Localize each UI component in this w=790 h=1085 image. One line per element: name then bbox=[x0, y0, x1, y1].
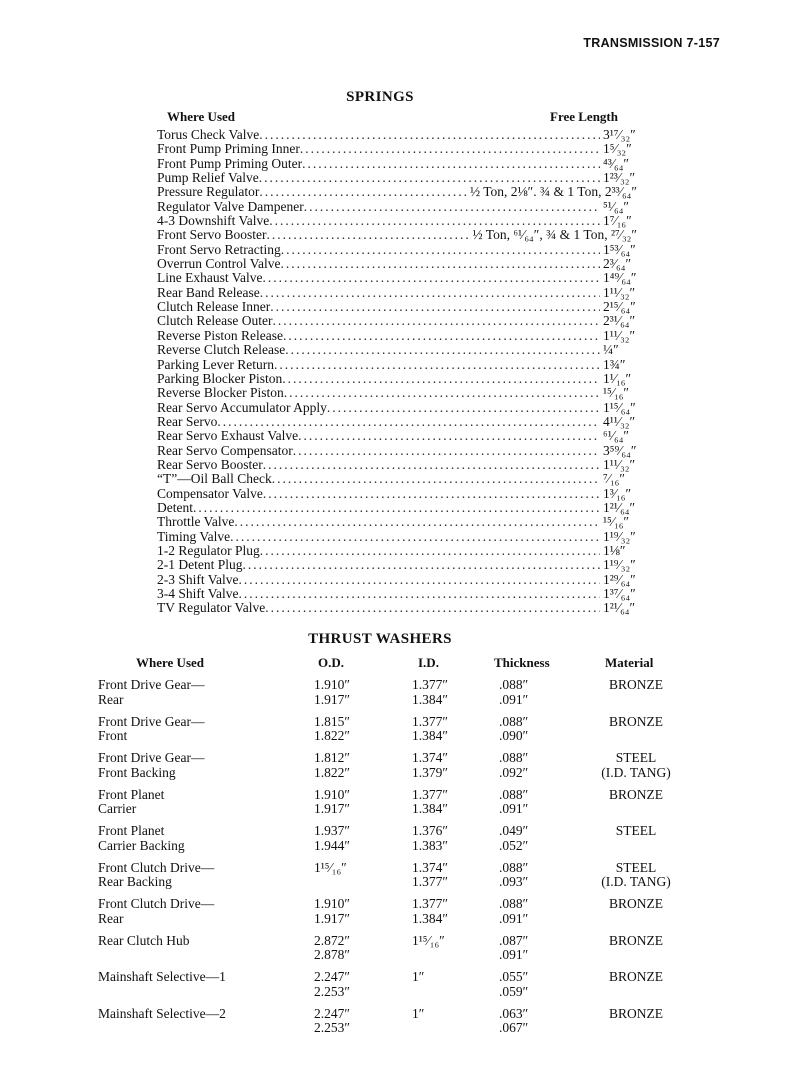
washer-thickness: .063″ .067″ bbox=[499, 1005, 529, 1035]
spring-row bbox=[157, 257, 637, 271]
table-row bbox=[98, 788, 698, 825]
washer-od: 2.247″ 2.253″ bbox=[314, 1005, 350, 1035]
springs-col-free-length: Free Length bbox=[550, 109, 618, 124]
spring-row bbox=[157, 444, 637, 458]
spring-free-length: 1⁴⁹⁄₆₄″ bbox=[603, 270, 637, 286]
spring-name: 4-3 Downshift Valve bbox=[157, 213, 270, 229]
leader-dots bbox=[285, 343, 600, 357]
table-row bbox=[98, 861, 698, 898]
washer-material: BRONZE bbox=[609, 677, 663, 692]
spring-name: Torus Check Valve bbox=[157, 127, 260, 142]
spring-free-length: 1²³⁄₃₂″ bbox=[603, 170, 636, 186]
leader-dots bbox=[243, 558, 601, 572]
spring-free-length: 3¹⁷⁄₃₂″ bbox=[603, 127, 636, 142]
spring-name: 2-3 Shift Valve bbox=[157, 571, 239, 587]
spring-row bbox=[157, 157, 637, 171]
spring-row bbox=[157, 472, 637, 486]
washer-where-used: Mainshaft Selective—1 bbox=[98, 969, 226, 984]
spring-free-length: 2¹⁵⁄₆₄″ bbox=[603, 299, 636, 315]
spring-free-length: 1¹⁄₁₆″ bbox=[603, 370, 632, 386]
leader-dots bbox=[267, 228, 470, 242]
spring-name: Front Pump Priming Inner bbox=[157, 141, 300, 157]
spring-row bbox=[157, 358, 637, 372]
washer-id: 1.374″ 1.379″ bbox=[412, 750, 448, 780]
washer-thickness: .055″ .059″ bbox=[499, 969, 529, 999]
spring-name: “T”—Oil Ball Check bbox=[157, 471, 272, 487]
springs-list bbox=[157, 128, 637, 616]
spring-free-length: 1¹¹⁄₃₂″ bbox=[603, 284, 636, 300]
leader-dots bbox=[327, 401, 600, 415]
washer-id: 1″ bbox=[412, 1005, 425, 1021]
leader-dots bbox=[304, 200, 600, 214]
spring-free-length: 4¹¹⁄₃₂″ bbox=[603, 413, 636, 429]
leader-dots bbox=[234, 515, 600, 529]
washer-od: 1.910″ 1.917″ bbox=[314, 677, 350, 707]
washer-material: BRONZE bbox=[609, 932, 663, 948]
spring-name: Parking Lever Return bbox=[157, 356, 274, 372]
table-row bbox=[98, 751, 698, 788]
leader-dots bbox=[259, 128, 600, 142]
leader-dots bbox=[260, 544, 600, 558]
washer-thickness: .049″ .052″ bbox=[499, 823, 529, 853]
washer-id: 1¹⁵⁄₁₆″ bbox=[412, 932, 445, 948]
table-row bbox=[98, 970, 698, 1007]
spring-name: Clutch Release Outer bbox=[157, 313, 273, 329]
washer-od: 1.910″ 1.917″ bbox=[314, 786, 350, 816]
spring-row bbox=[157, 343, 637, 357]
leader-dots bbox=[269, 214, 600, 228]
leader-dots bbox=[300, 142, 600, 156]
leader-dots bbox=[260, 286, 600, 300]
washer-where-used: Front Drive Gear— Front bbox=[98, 713, 205, 743]
leader-dots bbox=[282, 372, 600, 386]
spring-row bbox=[157, 286, 637, 300]
springs-title: SPRINGS bbox=[346, 89, 414, 105]
spring-row bbox=[157, 228, 637, 242]
washer-thickness: .088″ .090″ bbox=[499, 713, 529, 743]
spring-row bbox=[157, 171, 637, 185]
spring-name: Front Servo Booster bbox=[157, 227, 267, 243]
spring-name: 2-1 Detent Plug bbox=[157, 557, 243, 573]
washer-od: 1.937″ 1.944″ bbox=[314, 823, 350, 853]
spring-free-length: 1⁵⁄₃₂″ bbox=[603, 141, 632, 157]
leader-dots bbox=[284, 386, 600, 400]
washer-where-used: Front Planet Carrier bbox=[98, 786, 165, 816]
washer-thickness: .088″ .093″ bbox=[499, 859, 529, 889]
spring-name: Rear Servo Booster bbox=[157, 456, 263, 472]
thrust-washers-table bbox=[98, 678, 698, 1043]
spring-row bbox=[157, 601, 637, 615]
washer-where-used: Front Drive Gear— Front Backing bbox=[98, 750, 205, 780]
washers-col-id: I.D. bbox=[418, 655, 439, 670]
spring-row bbox=[157, 487, 637, 501]
spring-free-length: 1¹⁹⁄₃₂″ bbox=[603, 528, 636, 544]
spring-row bbox=[157, 185, 637, 199]
spring-free-length: 1²⁹⁄₆₄″ bbox=[603, 571, 636, 587]
spring-name: Throttle Valve bbox=[157, 514, 235, 530]
table-row bbox=[98, 678, 698, 715]
spring-free-length: 1¹⁹⁄₃₂″ bbox=[603, 557, 636, 573]
spring-free-length: 1¹¹⁄₃₂″ bbox=[603, 456, 636, 472]
spring-name: Rear Servo Compensator bbox=[157, 442, 293, 458]
spring-row bbox=[157, 415, 637, 429]
washer-where-used: Front Planet Carrier Backing bbox=[98, 823, 185, 853]
leader-dots bbox=[239, 587, 601, 601]
spring-name: Parking Blocker Piston bbox=[157, 370, 283, 386]
spring-name: Pump Relief Valve bbox=[157, 170, 259, 186]
washer-od: 2.247″ 2.253″ bbox=[314, 969, 350, 999]
leader-dots bbox=[270, 300, 600, 314]
leader-dots bbox=[283, 329, 600, 343]
spring-row bbox=[157, 314, 637, 328]
washer-od: 1.910″ 1.917″ bbox=[314, 896, 350, 926]
spring-name: Front Pump Priming Outer bbox=[157, 155, 303, 171]
washer-thickness: .088″ .091″ bbox=[499, 677, 529, 707]
spring-name: TV Regulator Valve bbox=[157, 600, 266, 616]
spring-row bbox=[157, 573, 637, 587]
leader-dots bbox=[259, 185, 467, 199]
washer-where-used: Front Clutch Drive— Rear bbox=[98, 896, 215, 926]
leader-dots bbox=[272, 472, 600, 486]
spring-free-length: 1³⁄₁₆″ bbox=[603, 485, 632, 501]
spring-name: Clutch Release Inner bbox=[157, 299, 271, 315]
spring-free-length: ¹⁵⁄₁₆″ bbox=[603, 385, 630, 401]
washer-material: BRONZE bbox=[609, 786, 663, 802]
spring-free-length: 1³⁷⁄₆₄″ bbox=[603, 586, 636, 601]
spring-name: Pressure Regulator bbox=[157, 184, 260, 200]
spring-name: Overrun Control Valve bbox=[157, 256, 281, 272]
spring-free-length: 1¹¹⁄₃₂″ bbox=[603, 327, 636, 343]
spring-row bbox=[157, 530, 637, 544]
spring-row bbox=[157, 271, 637, 285]
washers-col-material: Material bbox=[605, 655, 654, 670]
leader-dots bbox=[239, 573, 601, 587]
spring-row bbox=[157, 515, 637, 529]
spring-row bbox=[157, 243, 637, 257]
washer-id: 1.377″ 1.384″ bbox=[412, 896, 448, 926]
spring-free-length: 1¾″ bbox=[603, 356, 626, 372]
leader-dots bbox=[263, 487, 600, 501]
spring-row bbox=[157, 458, 637, 472]
washer-id: 1.377″ 1.384″ bbox=[412, 677, 448, 707]
leader-dots bbox=[259, 171, 600, 185]
washer-where-used: Rear Clutch Hub bbox=[98, 932, 190, 948]
spring-free-length: 1⁷⁄₁₆″ bbox=[603, 213, 632, 229]
washer-where-used: Front Drive Gear— Rear bbox=[98, 677, 205, 707]
table-row bbox=[98, 715, 698, 752]
spring-free-length: 1²¹⁄₆₄″ bbox=[603, 600, 636, 616]
spring-free-length: 1²¹⁄₆₄″ bbox=[603, 499, 636, 515]
washer-id: 1.377″ 1.384″ bbox=[412, 713, 448, 743]
leader-dots bbox=[217, 415, 600, 429]
washers-col-od: O.D. bbox=[318, 655, 344, 670]
washer-thickness: .088″ .091″ bbox=[499, 896, 529, 926]
spring-name: Rear Band Release bbox=[157, 284, 260, 300]
washer-thickness: .088″ .092″ bbox=[499, 750, 529, 780]
spring-name: 3-4 Shift Valve bbox=[157, 586, 239, 601]
spring-row bbox=[157, 587, 637, 601]
spring-free-length: ¹⁵⁄₁₆″ bbox=[603, 514, 630, 530]
washer-material: BRONZE bbox=[609, 1005, 663, 1021]
washer-thickness: .088″ .091″ bbox=[499, 786, 529, 816]
spring-name: Detent bbox=[157, 499, 193, 515]
washer-material: BRONZE bbox=[609, 896, 663, 911]
washer-od: 1¹⁵⁄₁₆″ bbox=[314, 859, 347, 875]
leader-dots bbox=[262, 271, 600, 285]
spring-free-length: 2³⁄₆₄″ bbox=[603, 256, 632, 272]
spring-row bbox=[157, 214, 637, 228]
washer-od: 1.812″ 1.822″ bbox=[314, 750, 350, 780]
washer-thickness: .087″ .091″ bbox=[499, 932, 529, 962]
washer-id: 1.374″ 1.377″ bbox=[412, 859, 448, 889]
washer-od: 2.872″ 2.878″ bbox=[314, 932, 350, 962]
washers-col-where-used: Where Used bbox=[136, 655, 205, 670]
spring-free-length: ⁵¹⁄₆₄″ bbox=[603, 198, 630, 214]
leader-dots bbox=[263, 458, 600, 472]
spring-name: Rear Servo Accumulator Apply bbox=[157, 399, 327, 415]
spring-free-length: 2³¹⁄₆₄″ bbox=[603, 313, 636, 329]
spring-name: 1-2 Regulator Plug bbox=[157, 542, 260, 558]
spring-name: Rear Servo bbox=[157, 413, 218, 429]
washer-id: 1.376″ 1.383″ bbox=[412, 823, 448, 853]
spring-name: Reverse Clutch Release bbox=[157, 342, 286, 358]
spring-name: Rear Servo Exhaust Valve bbox=[157, 428, 299, 444]
page-header: TRANSMISSION 7-157 bbox=[583, 36, 720, 50]
washer-id: 1″ bbox=[412, 969, 425, 984]
spring-free-length: 1¹⁵⁄₆₄″ bbox=[603, 399, 636, 415]
spring-free-length: ¼″ bbox=[603, 342, 619, 358]
spring-free-length: ½ Ton, ⁶¹⁄₆₄″, ¾ & 1 Ton, ²⁷⁄₃₂″ bbox=[472, 227, 637, 243]
spring-row bbox=[157, 558, 637, 572]
table-row bbox=[98, 897, 698, 934]
spring-name: Timing Valve bbox=[157, 528, 231, 544]
spring-name: Reverse Blocker Piston bbox=[157, 385, 284, 401]
spring-row bbox=[157, 401, 637, 415]
table-row bbox=[98, 824, 698, 861]
washer-od: 1.815″ 1.822″ bbox=[314, 713, 350, 743]
spring-name: Line Exhaust Valve bbox=[157, 270, 263, 286]
spring-name: Compensator Valve bbox=[157, 485, 263, 501]
spring-row bbox=[157, 300, 637, 314]
springs-col-where-used: Where Used bbox=[167, 109, 236, 124]
spring-row bbox=[157, 501, 637, 515]
spring-free-length: ⁴³⁄₆₄″ bbox=[603, 155, 630, 171]
spring-free-length: ⁶¹⁄₆₄″ bbox=[603, 428, 630, 444]
leader-dots bbox=[302, 157, 600, 171]
spring-free-length: 3⁵⁹⁄₆₄″ bbox=[603, 442, 637, 458]
spring-name: Regulator Valve Dampener bbox=[157, 198, 304, 214]
leader-dots bbox=[293, 444, 600, 458]
table-row bbox=[98, 1007, 698, 1044]
spring-name: Reverse Piston Release bbox=[157, 327, 283, 343]
leader-dots bbox=[193, 501, 600, 515]
leader-dots bbox=[280, 257, 600, 271]
spring-free-length: ⁷⁄₁₆″ bbox=[603, 471, 625, 487]
washers-col-thickness: Thickness bbox=[494, 655, 550, 670]
washer-material: BRONZE bbox=[609, 713, 663, 729]
spring-row bbox=[157, 329, 637, 343]
spring-name: Front Servo Retracting bbox=[157, 241, 281, 257]
spring-free-length: 1⁵³⁄₆₄″ bbox=[603, 241, 636, 257]
leader-dots bbox=[265, 601, 600, 615]
leader-dots bbox=[281, 243, 600, 257]
spring-row bbox=[157, 544, 637, 558]
leader-dots bbox=[274, 358, 600, 372]
washer-material: STEEL bbox=[615, 823, 657, 838]
thrust-washers-title: THRUST WASHERS bbox=[308, 631, 452, 647]
spring-row bbox=[157, 429, 637, 443]
spring-free-length: ½ Ton, 2⅛″. ¾ & 1 Ton, 2³³⁄₆₄″ bbox=[469, 184, 637, 200]
washer-where-used: Mainshaft Selective—2 bbox=[98, 1005, 226, 1021]
washer-material: STEEL (I.D. TANG) bbox=[601, 750, 671, 780]
leader-dots bbox=[298, 429, 600, 443]
washer-material: BRONZE bbox=[609, 969, 663, 984]
washer-id: 1.377″ 1.384″ bbox=[412, 786, 448, 816]
spring-row bbox=[157, 372, 637, 386]
spring-row bbox=[157, 128, 637, 142]
leader-dots bbox=[230, 530, 600, 544]
spring-row bbox=[157, 142, 637, 156]
spring-free-length: 1⅛″ bbox=[603, 542, 626, 558]
spring-row bbox=[157, 386, 637, 400]
spring-row bbox=[157, 200, 637, 214]
washer-where-used: Front Clutch Drive— Rear Backing bbox=[98, 859, 215, 889]
washer-material: STEEL (I.D. TANG) bbox=[601, 859, 671, 889]
leader-dots bbox=[272, 314, 600, 328]
table-row bbox=[98, 934, 698, 971]
